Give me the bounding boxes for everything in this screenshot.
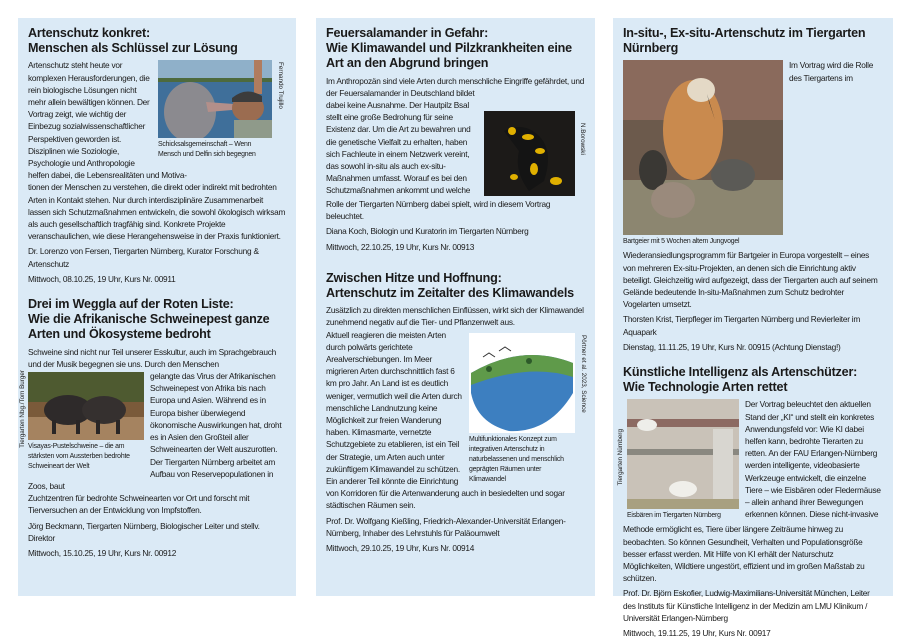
article-body-intro: Schweine sind nicht nur Teil unserer Esskultur, auch im Sprachgebrauch und der Musik begegnen sie uns. Durch den Menschen xyxy=(28,346,276,369)
photo-credit: Tiergarten Nbg./Tom Burger xyxy=(19,370,26,448)
speaker: Diana Koch, Biologin und Kuratorin im Tiergarten Nürnberg xyxy=(326,226,529,237)
column-2 xyxy=(316,18,595,596)
title-line-3: Art an den Abgrund bringen xyxy=(326,56,489,71)
article-body: dabei keine Ausnahme. Der Hautpilz Bsal stellt eine große Bedrohung für seine Existenz dar. Um die Art zu bewahren und die genetische Vielfalt zu erhalten, haben sich Fachleute in einem Netzwerk vereint, das sowohl in-situ als auch ex-situ-Maßnahmen umfasst. Worauf es bei den Schutzmaßnahmen ankommt und welche xyxy=(326,100,471,196)
event-date: Mittwoch, 29.10.25, 19 Uhr, Kurs Nr. 00914 xyxy=(326,543,475,554)
image-caption: Visayas-Pustelschweine – die am stärksten vom Aussterben bedrohte Schweineart der Welt xyxy=(28,443,130,471)
article-feuersalamander xyxy=(326,26,585,253)
event-date: Mittwoch, 15.10.25, 19 Uhr, Kurs Nr. 00912 xyxy=(28,547,177,558)
polar-bear-enclosure-photo xyxy=(627,399,739,509)
event-date: Mittwoch, 08.10.25, 19 Uhr, Kurs Nr. 00911 xyxy=(28,273,176,284)
title-line-2: Artenschutz im Zeitalter des Klimawandels xyxy=(326,286,574,301)
figure-bartgeier xyxy=(623,60,783,247)
article-body-intro: Zusätzlich zu direkten menschlichen Einflüssen, wirkt sich der Klimawandel zunehmend negativ auf die Tier- und Pflanzenwelt aus. xyxy=(326,305,584,328)
article-body-continued: Rolle der Tiergarten Nürnberg dabei spielt, wird in diesem Vortrag beleuchtet. xyxy=(326,199,551,222)
photo-credit: Pörtner et al. 2023, Science xyxy=(580,334,587,413)
fire-salamander-photo xyxy=(484,111,575,196)
article-title xyxy=(326,271,585,301)
dolphin-photo-graphic xyxy=(158,60,272,138)
article-body-intro: Im Anthropozän sind viele Arten durch menschliche Eingriffe gefährdet, und der Feuersalamander in Deutschland bildet xyxy=(326,75,585,98)
photo-credit: Tiergarten Nürnberg xyxy=(617,429,624,486)
article-in-situ-ex-situ xyxy=(623,26,883,353)
title-line-2: Wie die Afrikanische Schweinepest ganze xyxy=(28,312,270,327)
article-title xyxy=(623,365,883,395)
pigs-photo-graphic xyxy=(28,372,144,440)
event-date: Mittwoch, 22.10.25, 19 Uhr, Kurs Nr. 00913 xyxy=(326,241,475,252)
title-line-2: Menschen als Schlüssel zur Lösung xyxy=(28,41,238,56)
article-title xyxy=(28,297,286,343)
bearded-vulture-with-chick-photo xyxy=(623,60,783,235)
title-line-1: Drei im Weggla auf der Roten Liste: xyxy=(28,297,234,312)
article-body-continued: Methode ermöglicht es, Tiere über längere Zeiträume hinweg zu beobachten. So können Gesundheit, Verhalten und Populationsgröße besser erfasst werden. Mit Hilfe von KI erhält der Naturschutz Möglichkeiten, Wildtiere ungestört, effizient und im großen Maßstab zu schützen. xyxy=(623,524,865,584)
article-body: Der Vortrag beleuchtet den aktuellen Stand der „KI“ und stellt ein konkretes Anwendungsfeld vor: Wie KI dabei helfen kann, bedrohte Tierarten zu retten. An der FAU Erlangen-Nürnberg werden intelligente, videobasierte Werkzeuge entwickelt, die einzelne Tiere – wie Eisbären oder Fledermäuse – allein anhand ihrer Bewegungen erkennen können. Diese nicht-invasive xyxy=(745,399,881,520)
article-ki-artenschutz xyxy=(617,365,883,639)
speaker: Dr. Lorenzo von Fersen, Tiergarten Nürnberg, Kurator Forschung & Artenschutz xyxy=(28,246,259,269)
image-caption: Schicksalsgemeinschaft – Wenn Mensch und Delfin sich begegnen xyxy=(158,141,256,159)
title-line-1: Feuersalamander in Gefahr: xyxy=(326,26,489,40)
image-caption: Eisbären im Tiergarten Nürnberg xyxy=(627,512,721,520)
title-line-1: Zwischen Hitze und Hoffnung: xyxy=(326,270,502,285)
photo-credit: N.Borowski xyxy=(579,123,586,155)
title-line-2: Wie Klimawandel und Pilzkrankheiten eine xyxy=(326,41,572,56)
article-body: Aktuell reagieren die meisten Arten durch polwärts gerichtete Arealverschiebungen. Im Meer migrieren Arten durchschnittlich fast 6 km pro Jahr. An Land ist es deutlich weniger, vermutlich weil die Arten durch menschliche Landnutzung keine Möglichkeit zur freien Wanderung haben. Klimasmarte, vernetzte Schutzgebiete zu etablieren, ist ein Teil der Strategie, um Arten auch unter zukünftigem Klimawandel zu schützen. Ein anderer Teil könnte die Einrichtung xyxy=(326,329,462,487)
article-body: Artenschutz steht heute vor komplexen Herausforderungen, die rein biologische Lösungen nicht mehr allein bewältigen können. Der Vortrag zeigt, wie wichtig der Einbezug sozialwissenschaftlicher Perspektiven geworden ist. Disziplinen wie Soziologie, Psychologie und Anthropologie helfen dabei, die Lebensrealitäten und Motiva- xyxy=(28,60,187,181)
visayas-warty-pigs-photo xyxy=(28,372,144,440)
event-date: Dienstag, 11.11.25, 19 Uhr, Kurs Nr. 00915 (Achtung Dienstag!) xyxy=(623,341,841,352)
article-schweinepest xyxy=(19,297,286,559)
ecosystem-globe-illustration xyxy=(469,333,575,433)
figure-eisbaeren xyxy=(617,399,739,521)
article-body-continued: von Korridoren für die Artenwanderung auch in besiedelten und sogar städtischen Räumen sein. xyxy=(326,488,565,511)
article-body-continued: Zuchtzentren für bedrohte Schweinearten vor Ort und forscht mit Tierversuchen an der Entwicklung von Impfstoffen. xyxy=(28,493,250,516)
speaker: Thorsten Krist, Tierpfleger im Tiergarten Nürnberg und Revierleiter im Aquapark xyxy=(623,314,861,337)
article-title xyxy=(623,26,883,56)
title-line-1: Künstliche Intelligenz als Artenschützer: xyxy=(623,365,858,380)
figure-pigs xyxy=(19,370,144,472)
column-3 xyxy=(613,18,893,639)
photo-credit: Fernando Trujillo xyxy=(277,62,284,110)
figure-salamander xyxy=(484,111,586,196)
image-caption: Bartgeier mit 5 Wochen altem Jungvogel xyxy=(623,238,740,246)
speaker: Prof. Dr. Björn Eskofier, Ludwig-Maximilians-Universität München, Leiter des Instituts für Künstliche Intelligenz in der Medizin am LMU Klinikum / Universität Erlangen-Nürnberg xyxy=(623,588,870,623)
article-title xyxy=(326,26,585,72)
title-line-2: Wie Technologie Arten rettet xyxy=(623,380,788,395)
title-line-1: Artenschutz konkret: xyxy=(28,26,150,40)
polar-bear-graphic xyxy=(627,399,739,509)
article-hitze-hoffnung xyxy=(326,271,585,554)
salamander-photo-graphic xyxy=(484,111,575,196)
figure-dolphin xyxy=(158,60,284,160)
event-date: Mittwoch, 19.11.25, 19 Uhr, Kurs Nr. 00917 xyxy=(623,628,771,639)
globe-graphic xyxy=(469,333,575,433)
article-artenschutz-konkret xyxy=(28,26,286,285)
article-title xyxy=(28,26,286,56)
column-1 xyxy=(18,18,296,596)
image-caption: Multifunktionales Konzept zum integrativen Artenschutz in naturbelassenen und menschlich geprägten Räumen unter Klimawandel xyxy=(469,435,564,483)
title-line-2: Nürnberg xyxy=(623,41,679,56)
figure-globe xyxy=(469,333,587,485)
dolphin-and-man-photo xyxy=(158,60,272,138)
speaker: Prof. Dr. Wolfgang Kießling, Friedrich-Alexander-Universität Erlangen-Nürnberg, Inhaber des Lehrstuhls für Paläoumwelt xyxy=(326,515,566,538)
speaker: Jörg Beckmann, Tiergarten Nürnberg, Biologischer Leiter und stellv. Direktor xyxy=(28,520,260,543)
vulture-photo-graphic xyxy=(623,60,783,235)
article-body: gelangte das Virus der Afrikanischen Schweinepest von Afrika bis nach Europa und Asien. Während es in Europa bisher überwiegend ökonomische Auswirkungen hat, droht es in Asien den Großteil aller Schweinearten der Welt auszurotten. Der Tiergarten Nürnberg arbeitet am Aufbau von Reservepopulationen in Zoos, baut xyxy=(28,371,282,491)
article-body-continued: tionen der Menschen zu verstehen, die direkt oder indirekt mit bedrohten Arten in Kontakt stehen. Nur durch interdisziplinäre Zusammenarbeit lassen sich Schutzmaßnahmen entwickeln, die sowohl ökologisch wirksam als auch gesellschaftlich tragfähig sind. Konkrete Projekte veranschaulichen, wie diese Herangehensweise in der Praxis funktioniert. xyxy=(28,182,286,242)
title-line-1: In-situ-, Ex-situ-Artenschutz im Tiergarten xyxy=(623,26,866,40)
title-line-3: Arten und Ökosysteme bedroht xyxy=(28,327,211,342)
article-body: Im Vortrag wird die Rolle des Tiergartens im Wiederansiedlungsprogramm für Bartgeier in Europa vorgestellt – eines von mehreren Ex-situ-Projekten, an denen sich die Einrichtung aktiv beteiligt. Gleichzeitig wird aufgezeigt, dass der Tiergarten auch auf seinem Gelände bedeutende In-situ-Maßnahmen zum Schutz bedrohter Vogelarten umsetzt. xyxy=(623,60,878,310)
